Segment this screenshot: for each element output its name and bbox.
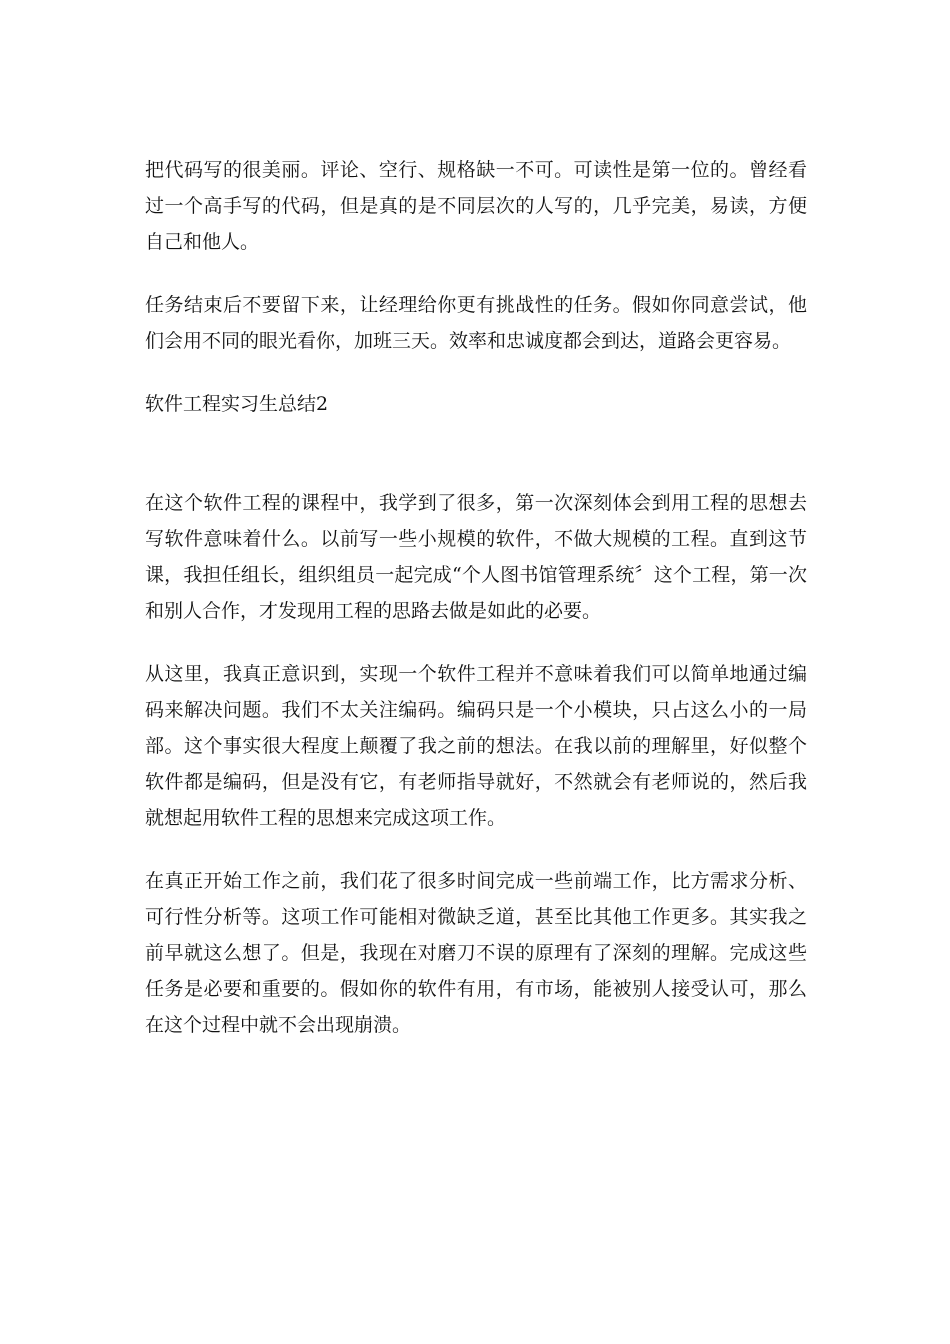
- paragraph-challenging-tasks: 任务结束后不要留下来，让经理给你更有挑战性的任务。假如你同意尝试，他们会用不同的眼光看你，加班三天。效率和忠诚度都会到达，道路会更容易。: [145, 294, 807, 352]
- section-heading: 软件工程实习生总结2: [145, 393, 329, 415]
- paragraph-course-experience: 在这个软件工程的课程中，我学到了很多，第一次深刻体会到用工程的思想去写软件意味着什么。以前写一些小规模的软件，不做大规模的工程。直到这节课，我担任组长，组织组员一起完成“个人图书馆管理系统〞这个工程，第一次和别人合作，才发现用工程的思路去做是如此的必要。: [145, 492, 807, 622]
- paragraph-code-beauty: 把代码写的很美丽。评论、空行、规格缺一不可。可读性是第一位的。曾经看过一个高手写的代码，但是真的是不同层次的人写的，几乎完美，易读，方便自己和他人。: [145, 159, 807, 253]
- spacer: [145, 422, 807, 485]
- paragraph-coding-realization: 从这里，我真正意识到，实现一个软件工程并不意味着我们可以简单地通过编码来解决问题。我们不太关注编码。编码只是一个小模块，只占这么小的一局部。这个事实很大程度上颠覆了我之前的想法。在我以前的理解里，好似整个软件都是编码，但是没有它，有老师指导就好，不然就会有老师说的，然后我就想起用软件工程的思想来完成这项工作。: [145, 663, 807, 829]
- document-body: [145, 152, 807, 1043]
- spacer: [145, 359, 807, 386]
- paragraph-frontend-work: 在真正开始工作之前，我们花了很多时间完成一些前端工作，比方需求分析、可行性分析等。这项工作可能相对微缺乏道，甚至比其他工作更多。其实我之前早就这么想了。但是，我现在对磨刀不误的原理有了深刻的理解。完成这些任务是必要和重要的。假如你的软件有用，有市场，能被别人接受认可，那么在这个过程中就不会出现崩溃。: [145, 870, 807, 1036]
